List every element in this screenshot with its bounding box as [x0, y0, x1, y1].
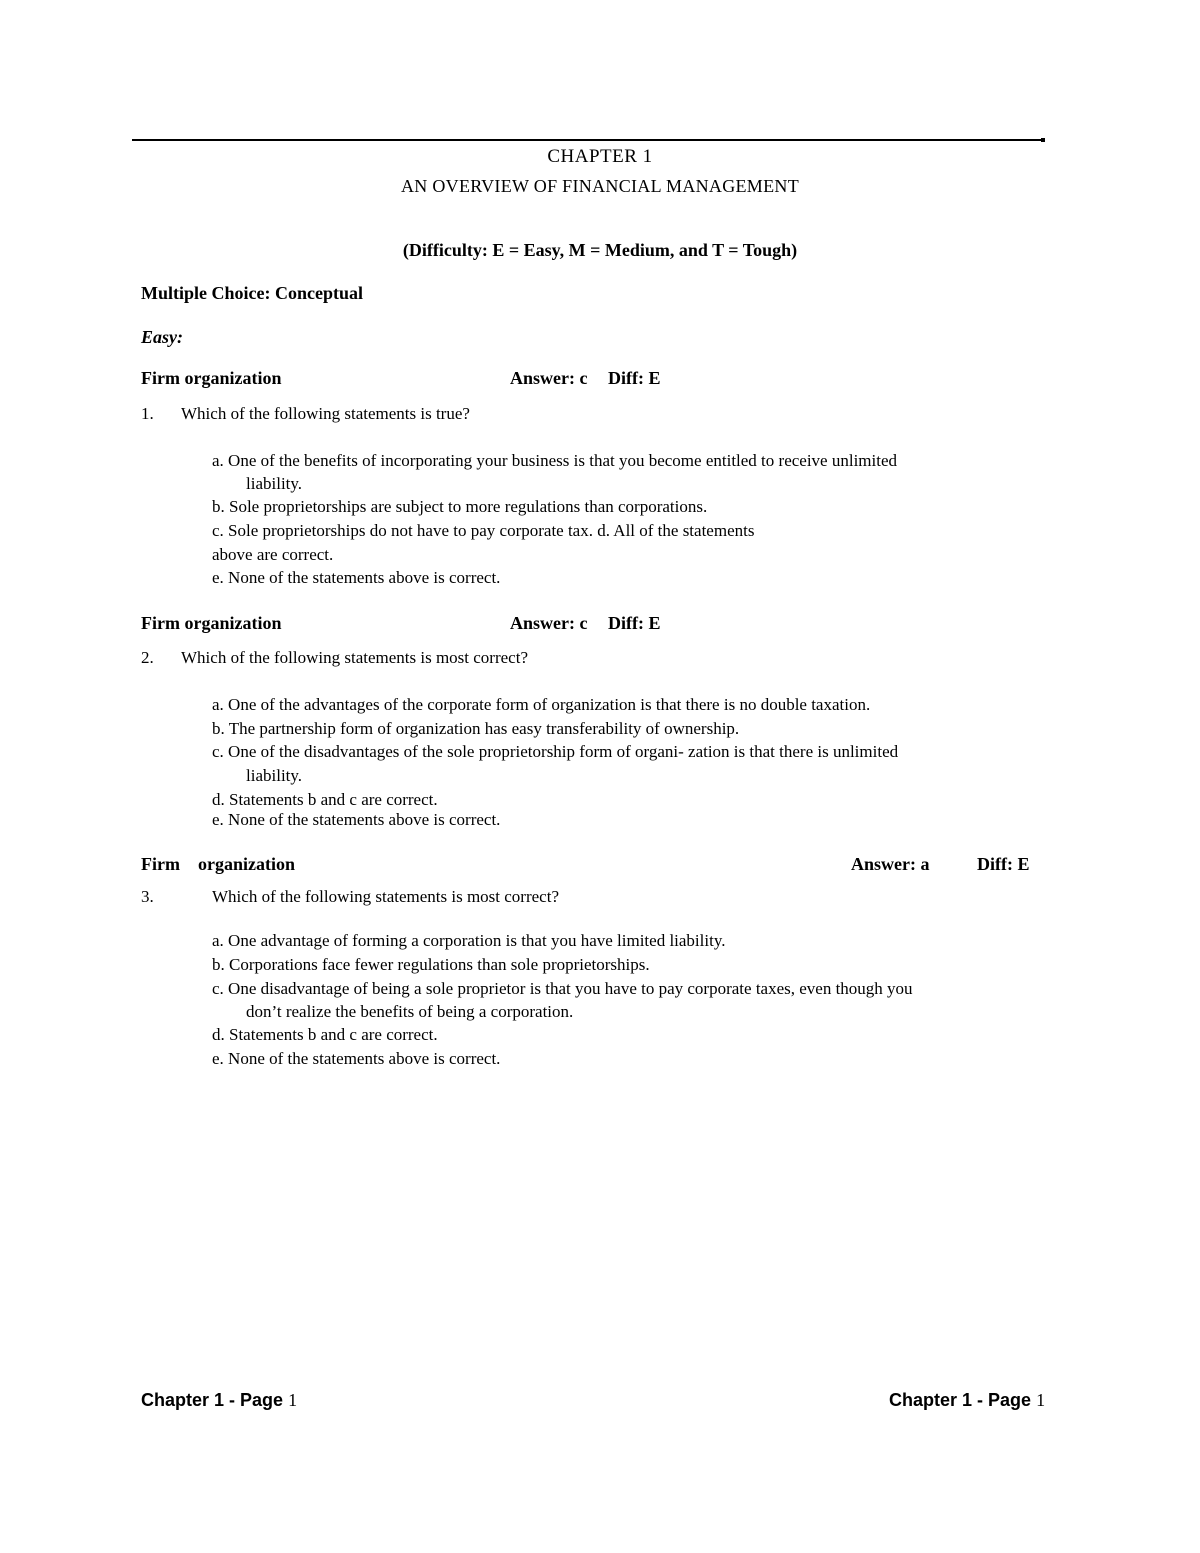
q1-option-a-cont: liability. — [246, 474, 303, 493]
q1-option-c-cont: above are correct. — [212, 545, 334, 564]
q1-option-a: a. One of the benefits of incorporating your business is that you become entitled to receive unlimited — [212, 451, 898, 470]
q3-text: Which of the following statements is most correct? — [212, 887, 559, 906]
q3-topic-word1: Firm — [141, 854, 180, 874]
q2-option-a: a. One of the advantages of the corporate form of organization is that there is no double taxation. — [212, 695, 871, 714]
q2-option-c: c. One of the disadvantages of the sole proprietorship form of organi- zation is that there is unlimited — [212, 742, 899, 761]
q1-answer: Answer: c — [510, 368, 588, 388]
chapter-title: CHAPTER 1 — [547, 146, 653, 167]
q1-option-c: c. Sole proprietorships do not have to pay corporate tax. d. All of the statements — [212, 521, 755, 540]
q1-text: Which of the following statements is true? — [181, 404, 470, 423]
footer-right — [889, 1390, 1045, 1411]
q2-topic: Firm organization — [141, 613, 282, 633]
q3-option-c: c. One disadvantage of being a sole proprietor is that you have to pay corporate taxes, even though you — [212, 979, 913, 998]
q1-topic: Firm organization — [141, 368, 282, 388]
q1-option-b: b. Sole proprietorships are subject to more regulations than corporations. — [212, 497, 708, 516]
footer-left-label: Chapter 1 - Page — [141, 1390, 284, 1410]
q2-option-b: b. The partnership form of organization has easy transferability of ownership. — [212, 719, 740, 738]
q1-diff: Diff: E — [608, 368, 661, 388]
q2-option-d: d. Statements b and c are correct. — [212, 790, 438, 809]
q3-option-e: e. None of the statements above is correct. — [212, 1049, 501, 1068]
level-heading: Easy: — [141, 327, 183, 347]
rule-end-mark — [1041, 138, 1045, 142]
q1-number: 1. — [141, 404, 154, 423]
chapter-subtitle: AN OVERVIEW OF FINANCIAL MANAGEMENT — [400, 176, 800, 196]
top-rule — [132, 139, 1045, 141]
q3-number: 3. — [141, 887, 154, 906]
q2-answer: Answer: c — [510, 613, 588, 633]
footer-right-page-number: 1 — [1036, 1390, 1046, 1410]
q1-option-e: e. None of the statements above is correct. — [212, 568, 501, 587]
q2-diff: Diff: E — [608, 613, 661, 633]
q2-option-c-cont: liability. — [246, 766, 303, 785]
q3-diff: Diff: E — [977, 854, 1030, 874]
q2-number: 2. — [141, 648, 154, 667]
q3-option-c-cont: don’t realize the benefits of being a corporation. — [246, 1002, 574, 1021]
q3-option-b: b. Corporations face fewer regulations than sole proprietorships. — [212, 955, 650, 974]
footer-left — [141, 1390, 297, 1411]
q3-answer: Answer: a — [851, 854, 930, 874]
q2-text: Which of the following statements is most correct? — [181, 648, 528, 667]
footer-right-label: Chapter 1 - Page — [889, 1390, 1032, 1410]
section-heading: Multiple Choice: Conceptual — [141, 283, 363, 303]
footer-left-page-number: 1 — [288, 1390, 298, 1410]
q3-topic-word2: organization — [198, 854, 295, 874]
q3-option-d: d. Statements b and c are correct. — [212, 1025, 438, 1044]
q3-option-a: a. One advantage of forming a corporation is that you have limited liability. — [212, 931, 726, 950]
difficulty-key: (Difficulty: E = Easy, M = Medium, and T = Tough) — [402, 240, 798, 260]
q2-option-e: e. None of the statements above is correct. — [212, 810, 501, 829]
